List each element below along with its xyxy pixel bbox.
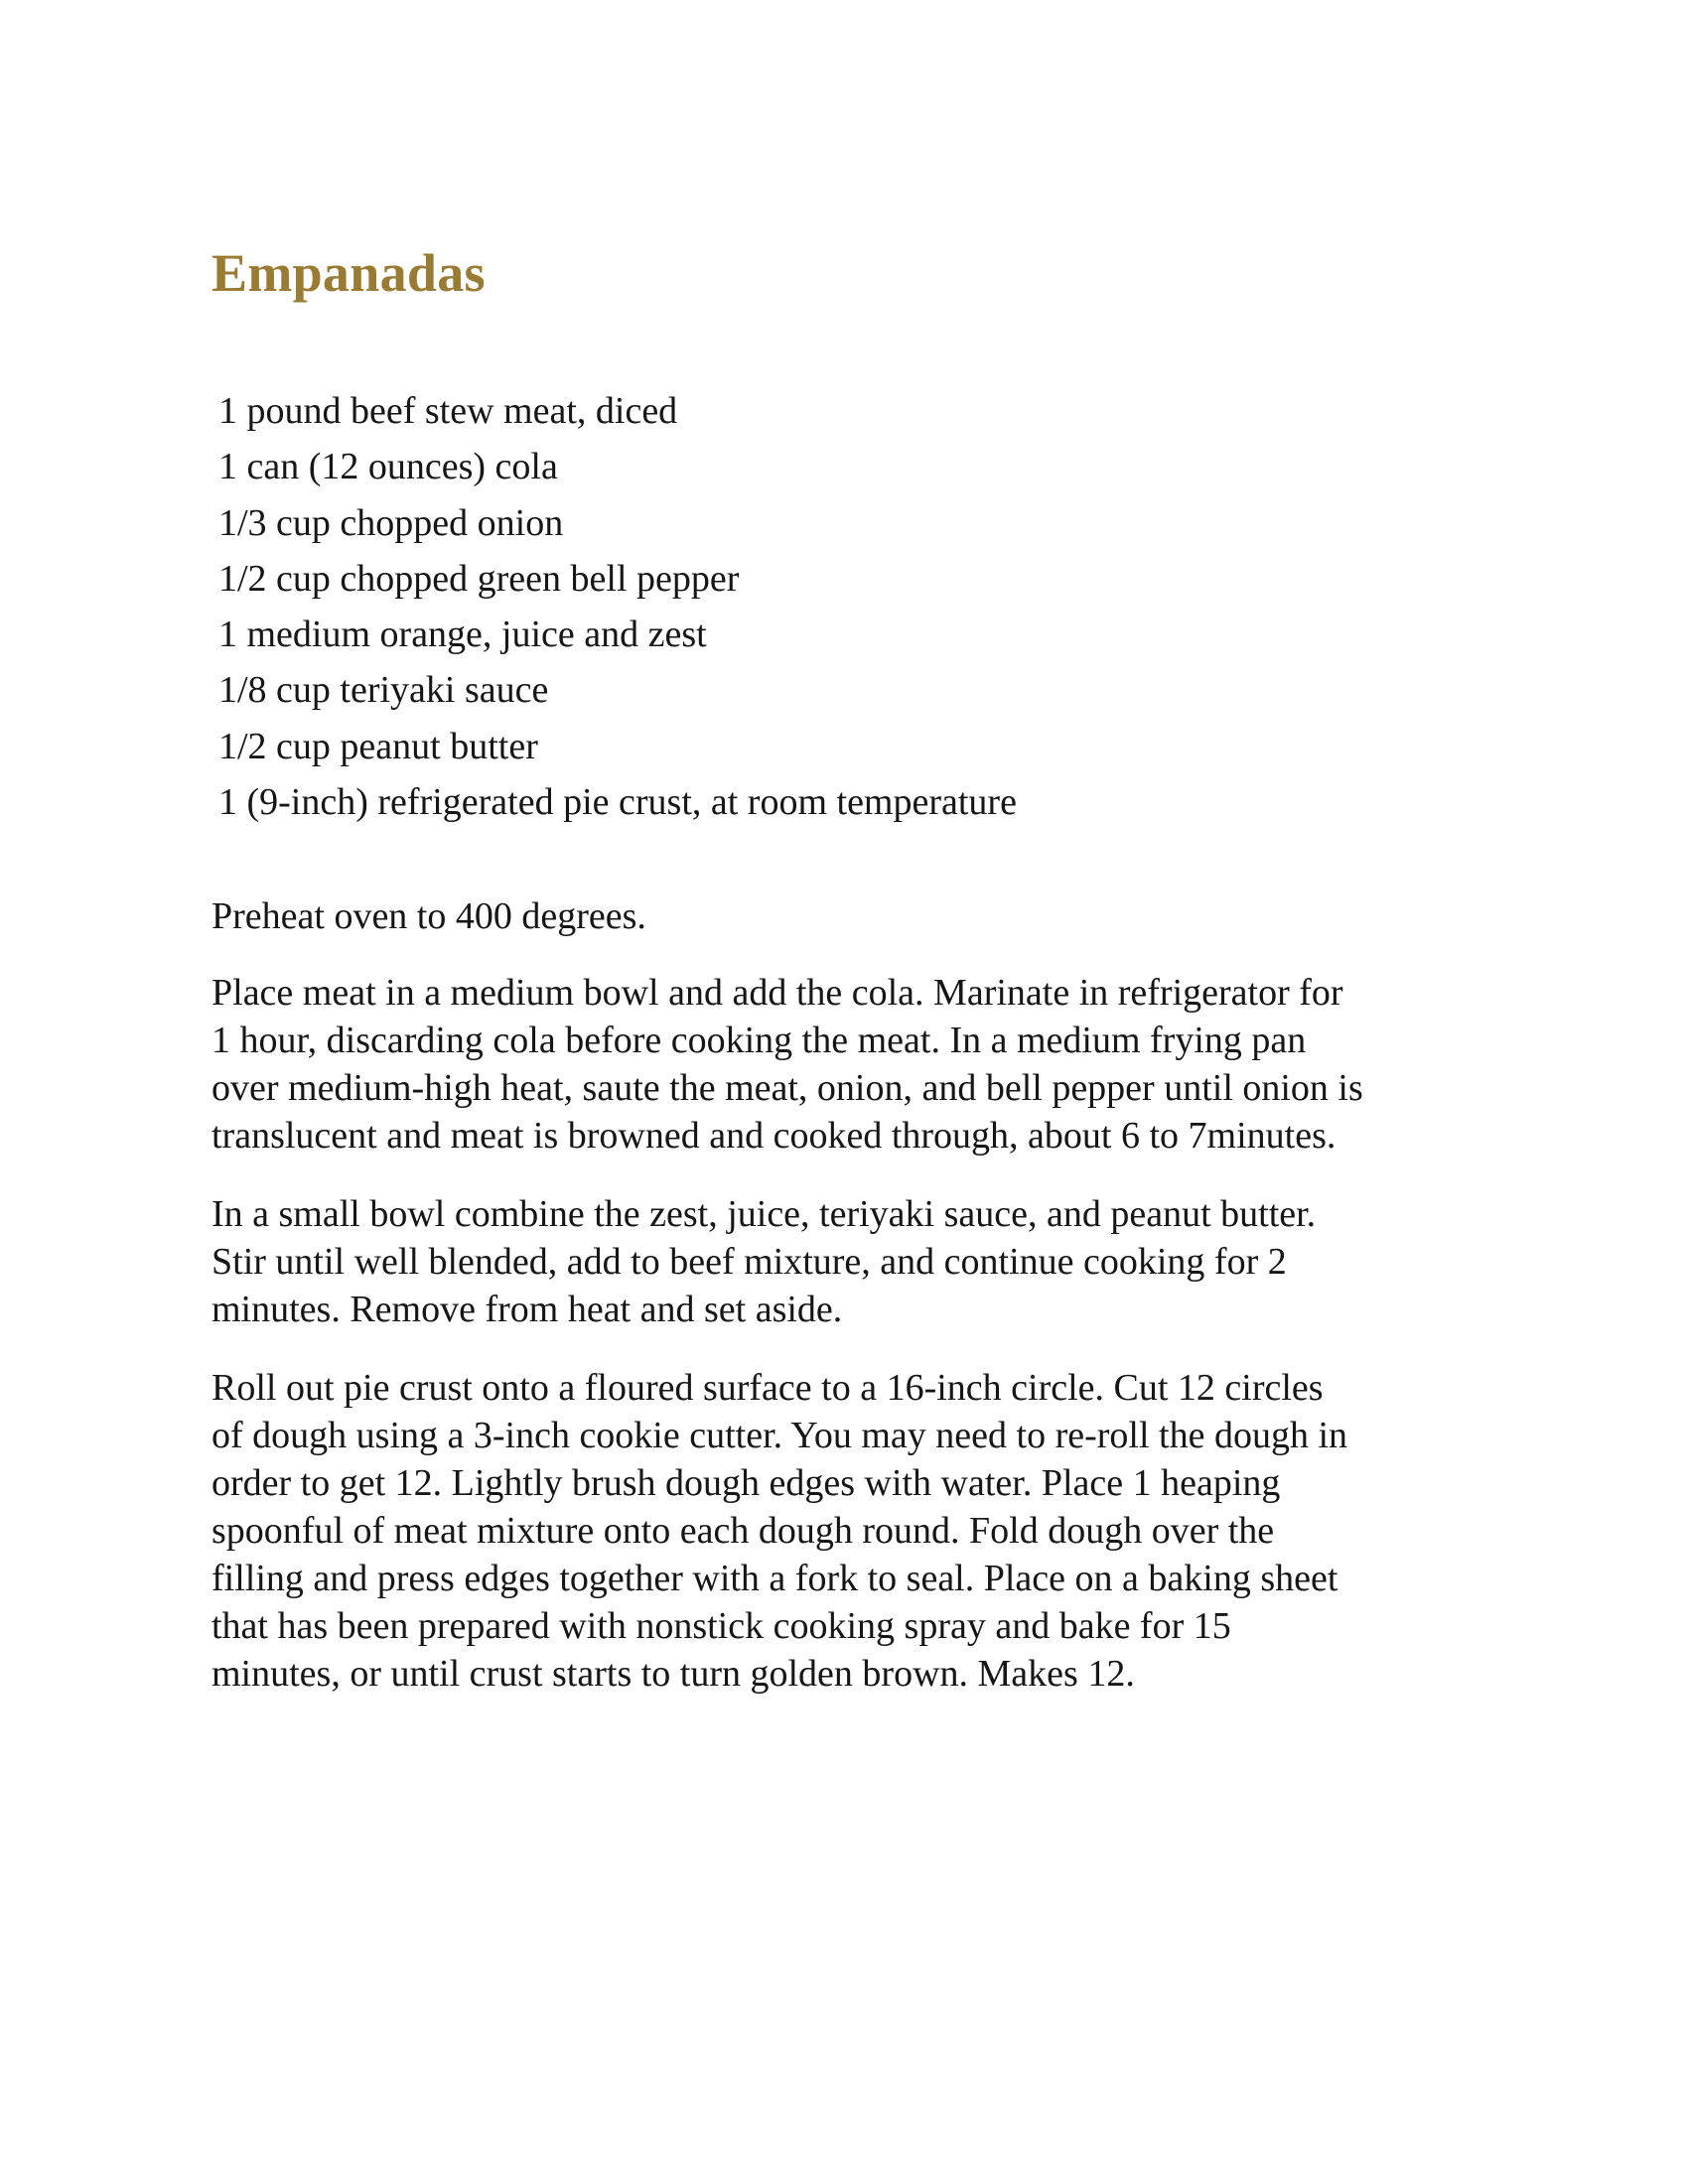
ingredient-item: 1/3 cup chopped onion: [218, 501, 564, 544]
direction-line: over medium-high heat, saute the meat, onion, and bell pepper until onion is: [211, 1067, 1363, 1109]
direction-line: translucent and meat is browned and cooked through, about 6 to 7minutes.: [211, 1115, 1336, 1157]
direction-line: 1 hour, discarding cola before cooking the meat. In a medium frying pan: [211, 1020, 1307, 1061]
direction-step-preheat: [211, 892, 1502, 940]
direction-step-sauce: [211, 1190, 1502, 1333]
direction-line: order to get 12. Lightly brush dough edges with water. Place 1 heaping: [211, 1462, 1281, 1504]
direction-line: filling and press edges together with a fork to seal. Place on a baking sheet: [211, 1558, 1338, 1599]
ingredient-item: 1/2 cup chopped green bell pepper: [218, 557, 740, 600]
direction-step-marinate: [211, 969, 1502, 1160]
ingredient-item: 1/2 cup peanut butter: [218, 725, 538, 767]
directions: [211, 892, 1502, 1698]
ingredient-item: 1 pound beef stew meat, diced: [218, 390, 678, 432]
direction-line: Place meat in a medium bowl and add the cola. Marinate in refrigerator for: [211, 972, 1343, 1014]
ingredient-list: [218, 383, 1017, 830]
direction-line: Stir until well blended, add to beef mixture, and continue cooking for 2: [211, 1241, 1287, 1283]
direction-line: minutes. Remove from heat and set aside.: [211, 1289, 843, 1330]
ingredient-item: 1 (9-inch) refrigerated pie crust, at room temperature: [218, 781, 1017, 824]
direction-line: that has been prepared with nonstick cooking spray and bake for 15: [211, 1605, 1231, 1647]
ingredient-item: 1/8 cup teriyaki sauce: [218, 669, 549, 712]
direction-line: of dough using a 3-inch cookie cutter. You may need to re-roll the dough in: [211, 1415, 1348, 1456]
direction-line: Preheat oven to 400 degrees.: [211, 895, 646, 937]
direction-line: minutes, or until crust starts to turn golden brown. Makes 12.: [211, 1653, 1135, 1695]
direction-line: Roll out pie crust onto a floured surface to a 16-inch circle. Cut 12 circles: [211, 1367, 1324, 1409]
direction-step-assemble: [211, 1364, 1502, 1698]
ingredient-item: 1 can (12 ounces) cola: [218, 446, 558, 488]
recipe-title: Empanadas: [211, 243, 486, 303]
direction-line: In a small bowl combine the zest, juice, teriyaki sauce, and peanut butter.: [211, 1193, 1317, 1235]
direction-line: spoonful of meat mixture onto each dough round. Fold dough over the: [211, 1510, 1275, 1552]
ingredient-item: 1 medium orange, juice and zest: [218, 614, 707, 656]
